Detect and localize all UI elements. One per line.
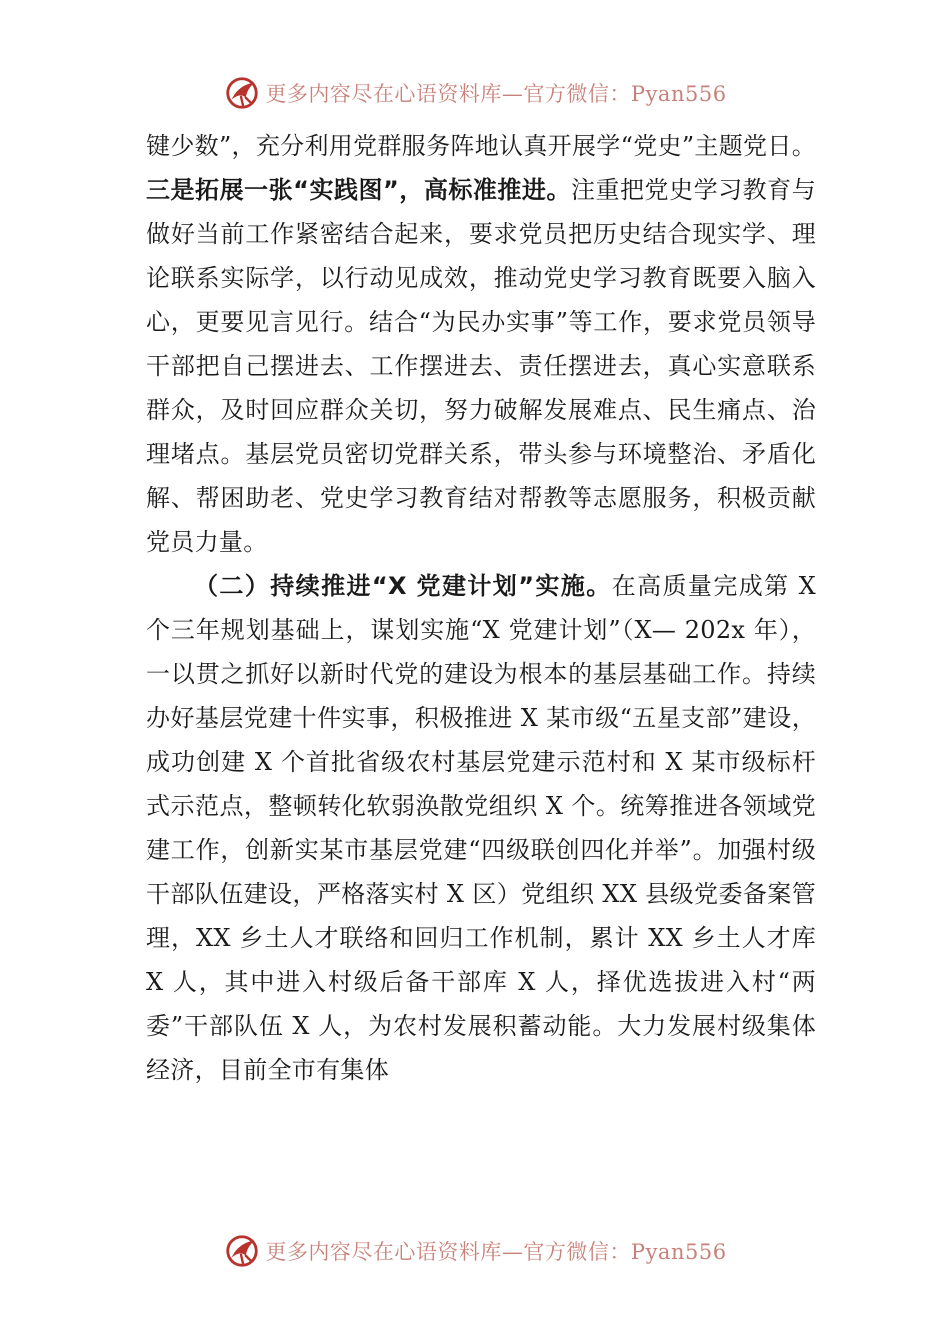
document-body bbox=[146, 124, 816, 1092]
paragraph-2-body-text: 在高质量完成第 X 个三年规划基础上，谋划实施“X 党建计划”（X— 202x 年），一以贯之抓好以新时代党的建设为根本的基层基础工作。持续办好基层党建十件实事，积极推进 X 某市级“五星支部”建设，成功创建 X 个首批省级农村基层党建示范村和 X 某市级标杆式示范点，整顿转化软弱涣散党组织 X 个。统筹推进各领域党建工作，创新实某市基层党建“四级联创四化并举”。加强村级干部队伍建设，严格落实村 X 区）党组织 XX 县级党委备案管理，XX 乡土人才联络和回归工作机制，累计 XX 乡土人才库 X 人，其中进入村级后备干部库 X 人，择优选拔进入村“两委”干部队伍 X 人，为农村发展积蓄动能。大力发展村级集体经济，目前全市有集体 bbox=[146, 572, 816, 1084]
paragraph-1-lead-text: 键少数”，充分利用党群服务阵地认真开展学“党史”主题党日。 bbox=[146, 132, 816, 160]
footer-watermark-banner bbox=[0, 1226, 950, 1276]
header-watermark-banner bbox=[0, 68, 950, 118]
footer-watermark-text: 更多内容尽在心语资料库—官方微信：Pyan556 bbox=[265, 1240, 727, 1264]
paragraph-1-bold-heading: 三是拓展一张“实践图”，高标准推进。 bbox=[146, 176, 571, 204]
paragraph-1 bbox=[146, 124, 816, 564]
section-heading-2: （二）持续推进“X 党建计划”实施。 bbox=[194, 572, 612, 600]
red-horse-logo-icon bbox=[223, 1232, 261, 1270]
paragraph-2 bbox=[146, 564, 816, 1092]
header-watermark-text: 更多内容尽在心语资料库—官方微信：Pyan556 bbox=[265, 82, 727, 106]
paragraph-1-body-text: 注重把党史学习教育与做好当前工作紧密结合起来，要求党员把历史结合现实学、理论联系实际学，以行动见成效，推动党史学习教育既要入脑入心，更要见言见行。结合“为民办实事”等工作，要求党员领导干部把自己摆进去、工作摆进去、责任摆进去，真心实意联系群众，及时回应群众关切，努力破解发展难点、民生痛点、治理堵点。基层党员密切党群关系，带头参与环境整治、矛盾化解、帮困助老、党史学习教育结对帮教等志愿服务，积极贡献党员力量。 bbox=[146, 176, 816, 556]
red-horse-logo-icon bbox=[223, 74, 261, 112]
